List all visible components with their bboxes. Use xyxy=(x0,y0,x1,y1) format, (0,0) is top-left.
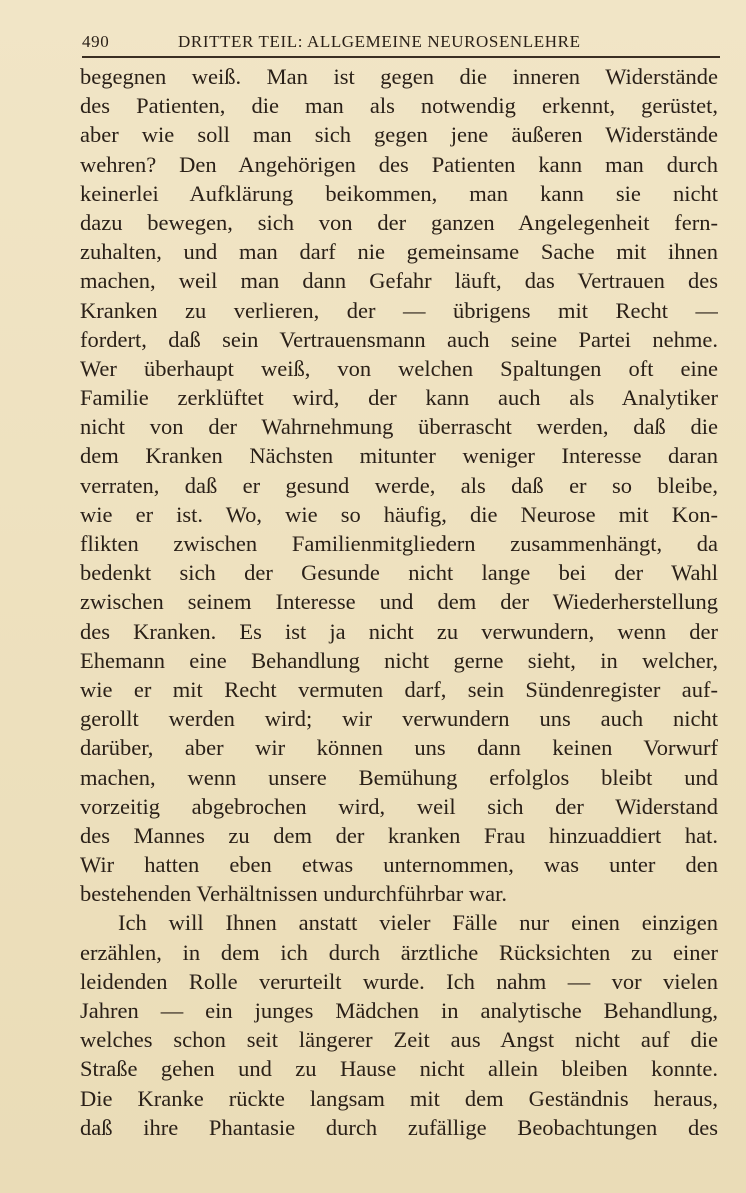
text-line: bestehenden Verhältnissen undurchführbar war. xyxy=(80,881,507,907)
text-line: machen, wenn unsere Bemühung erfolglos bleibt und xyxy=(80,764,718,790)
text-line: darüber, aber wir können uns dann keinen Vorwurf xyxy=(80,735,718,761)
text-line: verraten, daß er gesund werde, als daß er so bleibe, xyxy=(80,472,718,498)
text-line: Wir hatten eben etwas unternommen, was unter den xyxy=(80,852,718,878)
text-line: des Mannes zu dem der kranken Frau hinzuaddiert hat. xyxy=(80,822,718,848)
text-line: zuhalten, und man darf nie gemeinsame Sache mit ihnen xyxy=(80,239,718,265)
text-line: Wer überhaupt weiß, von welchen Spaltungen oft eine xyxy=(80,355,718,381)
text-line: Die Kranke rückte langsam mit dem Geständnis heraus, xyxy=(80,1085,718,1111)
page-header xyxy=(82,28,720,58)
text-line: bedenkt sich der Gesunde nicht lange bei der Wahl xyxy=(80,560,718,586)
text-line: dem Kranken Nächsten mitunter weniger Interesse daran xyxy=(80,443,718,469)
text-line: wie er mit Recht vermuten darf, sein Sündenregister auf- xyxy=(80,676,718,702)
text-line: zwischen seinem Interesse und dem der Wiederherstellung xyxy=(80,589,718,615)
text-line: Ehemann eine Behandlung nicht gerne sieht, in welcher, xyxy=(80,647,718,673)
text-line: vorzeitig abgebrochen wird, weil sich der Widerstand xyxy=(80,793,718,819)
text-line: fordert, daß sein Vertrauensmann auch seine Partei nehme. xyxy=(80,326,718,352)
text-line: Jahren — ein junges Mädchen in analytische Behandlung, xyxy=(80,998,718,1023)
text-line: keinerlei Aufklärung beikommen, man kann sie nicht xyxy=(80,180,718,206)
text-line: erzählen, in dem ich durch ärztliche Rücksichten zu einer xyxy=(80,939,718,965)
text-line: des Kranken. Es ist ja nicht zu verwundern, wenn der xyxy=(80,618,718,644)
text-line: wehren? Den Angehörigen des Patienten kann man durch xyxy=(80,151,718,177)
running-title: DRITTER TEIL: ALLGEMEINE NEUROSENLEHRE xyxy=(178,32,581,51)
text-line: des Patienten, die man als notwendig erkennt, gerüstet, xyxy=(80,93,718,119)
text-line: dazu bewegen, sich von der ganzen Angelegenheit fern- xyxy=(80,209,718,235)
text-line: Familie zerklüftet wird, der kann auch als Analytiker xyxy=(80,385,718,411)
text-line: aber wie soll man sich gegen jene äußeren Widerstände xyxy=(80,122,718,148)
text-line: welches schon seit längerer Zeit aus Angst nicht auf die xyxy=(80,1027,718,1053)
text-line: Straße gehen und zu Hause nicht allein bleiben konnte. xyxy=(80,1056,718,1082)
text-line: Kranken zu verlieren, der — übrigens mit Recht — xyxy=(80,297,718,323)
text-line: Ich will Ihnen anstatt vieler Fälle nur einen einzigen xyxy=(118,910,718,936)
text-line: flikten zwischen Familienmitgliedern zusammenhängt, da xyxy=(80,531,718,556)
text-line: wie er ist. Wo, wie so häufig, die Neurose mit Kon- xyxy=(80,501,718,527)
text-line: gerollt werden wird; wir verwundern uns auch nicht xyxy=(80,706,718,732)
page-number: 490 xyxy=(82,32,110,51)
body-text xyxy=(80,62,718,1142)
text-line: nicht von der Wahrnehmung überrascht werden, daß die xyxy=(80,414,718,440)
text-line: leidenden Rolle verurteilt wurde. Ich nahm — vor vielen xyxy=(80,968,718,994)
text-line: machen, weil man dann Gefahr läuft, das Vertrauen des xyxy=(80,268,718,294)
text-line: daß ihre Phantasie durch zufällige Beobachtungen des xyxy=(80,1114,718,1140)
text-line: begegnen weiß. Man ist gegen die inneren Widerstände xyxy=(80,64,718,89)
